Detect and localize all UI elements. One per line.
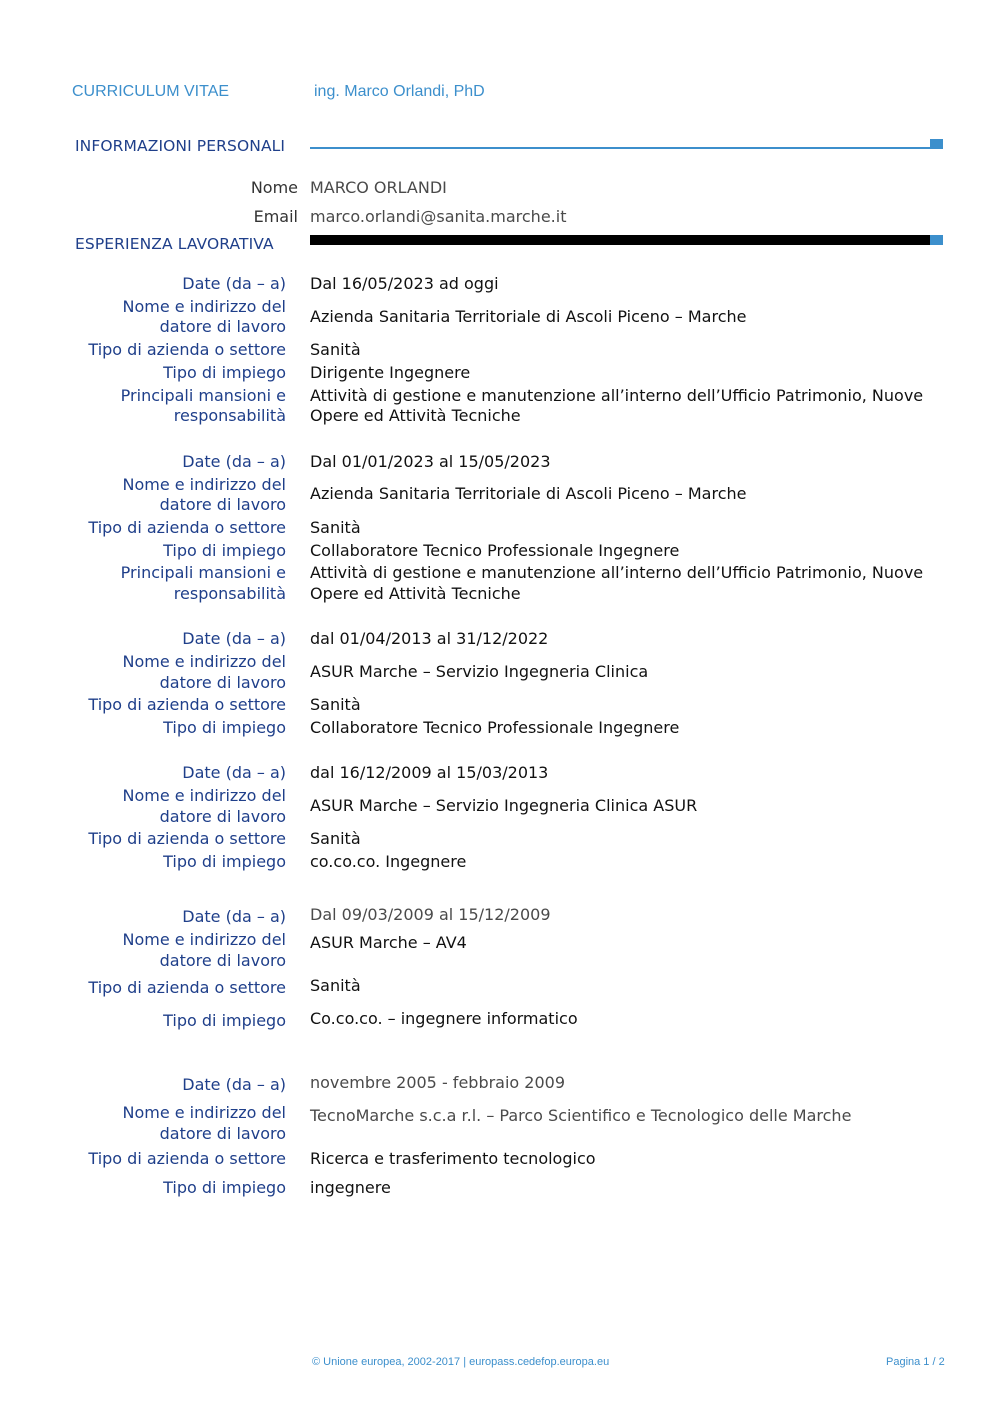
employer-label-line1: Nome e indirizzo del xyxy=(122,297,286,316)
name-label: Nome xyxy=(250,178,298,197)
employer-label-line1: Nome e indirizzo del xyxy=(122,786,286,805)
sector-value: Ricerca e trasferimento tecnologico xyxy=(310,1149,596,1168)
sector-value: Sanità xyxy=(310,829,361,848)
date-label: Date (da – a) xyxy=(182,629,286,648)
employer-label-line2: datore di lavoro xyxy=(159,951,286,970)
employer-label-line2: datore di lavoro xyxy=(159,495,286,514)
date-value: Dal 01/01/2023 al 15/05/2023 xyxy=(310,452,551,471)
role-value: Co.co.co. – ingegnere informatico xyxy=(310,1009,578,1028)
duties-value-line2: Opere ed Attività Tecniche xyxy=(310,406,521,425)
cv-header-name: ing. Marco Orlandi, PhD xyxy=(314,83,485,100)
date-label: Date (da – a) xyxy=(182,907,286,926)
sector-label: Tipo di azienda o settore xyxy=(88,695,286,714)
employer-label-line1: Nome e indirizzo del xyxy=(122,930,286,949)
employer-label-line2: datore di lavoro xyxy=(159,317,286,336)
cv-header-title: CURRICULUM VITAE xyxy=(72,83,230,100)
email-label: Email xyxy=(253,207,298,226)
employer-label-line2: datore di lavoro xyxy=(159,807,286,826)
employer-value: Azienda Sanitaria Territoriale di Ascoli Piceno – Marche xyxy=(310,307,747,326)
duties-value-line2: Opere ed Attività Tecniche xyxy=(310,584,521,603)
employer-value: TecnoMarche s.c.a r.l. – Parco Scientifico e Tecnologico delle Marche xyxy=(310,1106,852,1125)
name-value: MARCO ORLANDI xyxy=(310,178,447,197)
date-value: Dal 16/05/2023 ad oggi xyxy=(310,274,499,293)
sector-label: Tipo di azienda o settore xyxy=(88,829,286,848)
role-label: Tipo di impiego xyxy=(163,541,286,560)
date-label: Date (da – a) xyxy=(182,274,286,293)
footer-copyright[interactable]: © Unione europea, 2002-2017 | europass.cedefop.europa.eu xyxy=(312,1356,610,1368)
duties-label-line1: Principali mansioni e xyxy=(120,386,286,405)
sector-label: Tipo di azienda o settore xyxy=(88,518,286,537)
duties-label-line2: responsabilità xyxy=(173,584,286,603)
role-label: Tipo di impiego xyxy=(163,1011,286,1030)
section-rule-personal-square xyxy=(930,139,943,149)
sector-value: Sanità xyxy=(310,518,361,537)
role-label: Tipo di impiego xyxy=(163,852,286,871)
employer-label-line1: Nome e indirizzo del xyxy=(122,475,286,494)
sector-label: Tipo di azienda o settore xyxy=(88,1149,286,1168)
date-label: Date (da – a) xyxy=(182,763,286,782)
section-rule-personal xyxy=(310,147,930,149)
date-value: novembre 2005 - febbraio 2009 xyxy=(310,1073,566,1092)
section-rule-experience-square xyxy=(930,235,943,245)
duties-label-line2: responsabilità xyxy=(173,406,286,425)
date-label: Date (da – a) xyxy=(182,452,286,471)
employer-value: ASUR Marche – AV4 xyxy=(310,933,467,952)
employer-label-line1: Nome e indirizzo del xyxy=(122,1103,286,1122)
role-value: Dirigente Ingegnere xyxy=(310,363,471,382)
sector-label: Tipo di azienda o settore xyxy=(88,978,286,997)
duties-label-line1: Principali mansioni e xyxy=(120,563,286,582)
date-label: Date (da – a) xyxy=(182,1075,286,1094)
duties-value-line1: Attività di gestione e manutenzione all’interno dell’Ufficio Patrimonio, Nuove xyxy=(310,386,924,405)
date-value: dal 01/04/2013 al 31/12/2022 xyxy=(310,629,549,648)
section-title-experience: ESPERIENZA LAVORATIVA xyxy=(75,235,274,253)
duties-value-line1: Attività di gestione e manutenzione all’interno dell’Ufficio Patrimonio, Nuove xyxy=(310,563,924,582)
section-title-personal: INFORMAZIONI PERSONALI xyxy=(75,137,286,155)
role-value: Collaboratore Tecnico Professionale Ingegnere xyxy=(310,718,680,737)
role-value: ingegnere xyxy=(310,1178,391,1197)
employer-label-line1: Nome e indirizzo del xyxy=(122,652,286,671)
role-label: Tipo di impiego xyxy=(163,718,286,737)
date-value: Dal 09/03/2009 al 15/12/2009 xyxy=(310,905,551,924)
sector-value: Sanità xyxy=(310,695,361,714)
employer-label-line2: datore di lavoro xyxy=(159,1124,286,1143)
email-value[interactable]: marco.orlandi@sanita.marche.it xyxy=(310,207,567,226)
sector-value: Sanità xyxy=(310,340,361,359)
footer-page-number: Pagina 1 / 2 xyxy=(886,1356,945,1368)
sector-value: Sanità xyxy=(310,976,361,995)
employer-value: Azienda Sanitaria Territoriale di Ascoli Piceno – Marche xyxy=(310,484,747,503)
role-value: co.co.co. Ingegnere xyxy=(310,852,467,871)
employer-label-line2: datore di lavoro xyxy=(159,673,286,692)
sector-label: Tipo di azienda o settore xyxy=(88,340,286,359)
role-label: Tipo di impiego xyxy=(163,363,286,382)
employer-value: ASUR Marche – Servizio Ingegneria Clinica ASUR xyxy=(310,796,698,815)
date-value: dal 16/12/2009 al 15/03/2013 xyxy=(310,763,549,782)
employer-value: ASUR Marche – Servizio Ingegneria Clinica xyxy=(310,662,649,681)
section-rule-experience xyxy=(310,235,930,245)
role-label: Tipo di impiego xyxy=(163,1178,286,1197)
role-value: Collaboratore Tecnico Professionale Ingegnere xyxy=(310,541,680,560)
